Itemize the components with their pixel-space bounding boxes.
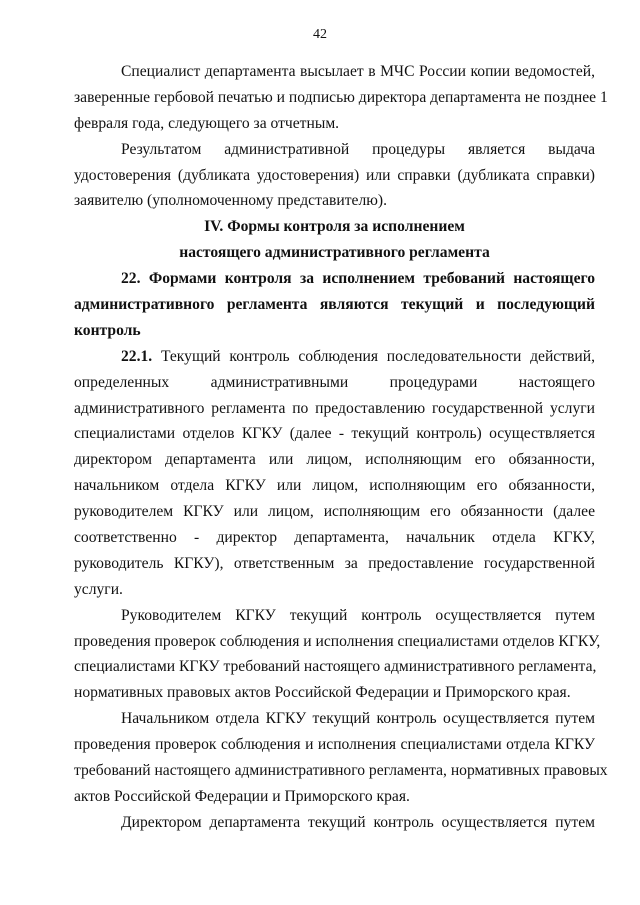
text-line: удостоверения (дубликата удостоверения) или справки (дубликата справки) xyxy=(74,166,595,184)
subsection-heading xyxy=(74,266,595,344)
section-heading-line: настоящего административного регламента xyxy=(179,244,490,262)
subsection-heading-line: 22. Формами контроля за исполнением требований настоящего xyxy=(121,270,595,288)
clause-number: 22.1. xyxy=(121,347,153,365)
page-number: 42 xyxy=(313,27,327,42)
text-line: определенных административными процедурами настоящего xyxy=(74,373,595,391)
section-heading-line: IV. Формы контроля за исполнением xyxy=(204,218,465,236)
text-line: Начальником отдела КГКУ текущий контроль осуществляется путем xyxy=(121,710,595,728)
text-line: февраля года, следующего за отчетным. xyxy=(74,114,340,132)
subsection-heading-line: административного регламента являются текущий и последующий xyxy=(74,296,595,314)
paragraph xyxy=(74,706,608,810)
text-line: директором департамента или лицом, исполняющим его обязанности, xyxy=(74,451,595,469)
paragraph xyxy=(74,603,601,707)
text-line: административного регламента по предоставлению государственной услуги xyxy=(74,399,595,417)
text-line: руководителем КГКУ или лицом, исполняющим его обязанности (далее xyxy=(74,503,595,521)
text-line: услуги. xyxy=(74,580,123,598)
clause-text: Текущий контроль соблюдения последовательности действий, xyxy=(152,347,595,365)
text-line: проведения проверок соблюдения и исполнения специалистами отделов КГКУ, xyxy=(74,632,601,650)
text-line xyxy=(74,344,595,370)
clause-22-1 xyxy=(74,344,595,603)
paragraph xyxy=(74,59,608,137)
text-line: актов Российской Федерации и Приморского края. xyxy=(74,787,410,805)
text-line: специалистами отделов КГКУ (далее - текущий контроль) осуществляется xyxy=(74,425,595,443)
text-line: Руководителем КГКУ текущий контроль осуществляется путем xyxy=(121,606,595,624)
paragraph xyxy=(74,810,595,836)
text-line: Директором департамента текущий контроль осуществляется путем xyxy=(121,813,595,831)
text-line: Специалист департамента высылает в МЧС России копии ведомостей, xyxy=(121,63,595,80)
text-line: проведения проверок соблюдения и исполнения специалистами отдела КГКУ xyxy=(74,736,595,754)
document-body xyxy=(74,59,608,836)
section-heading xyxy=(74,214,595,266)
text-line: соответственно - директор департамента, начальник отдела КГКУ, xyxy=(74,529,595,547)
text-line: специалистами КГКУ требований настоящего административного регламента, xyxy=(74,658,597,676)
text-line: нормативных правовых актов Российской Федерации и Приморского края. xyxy=(74,684,571,702)
text-line: требований настоящего административного регламента, нормативных правовых xyxy=(74,762,608,780)
text-line: руководитель КГКУ), ответственным за предоставление государственной xyxy=(74,554,595,572)
text-line: заверенные гербовой печатью и подписью директора департамента не позднее 1 xyxy=(74,88,608,106)
subsection-heading-line: контроль xyxy=(74,321,141,339)
text-line: заявителю (уполномоченному представителю). xyxy=(74,192,387,210)
paragraph xyxy=(74,137,595,215)
text-line: Результатом административной процедуры является выдача xyxy=(121,140,595,158)
text-line: начальником отдела КГКУ или лицом, исполняющим его обязанности, xyxy=(74,477,595,495)
